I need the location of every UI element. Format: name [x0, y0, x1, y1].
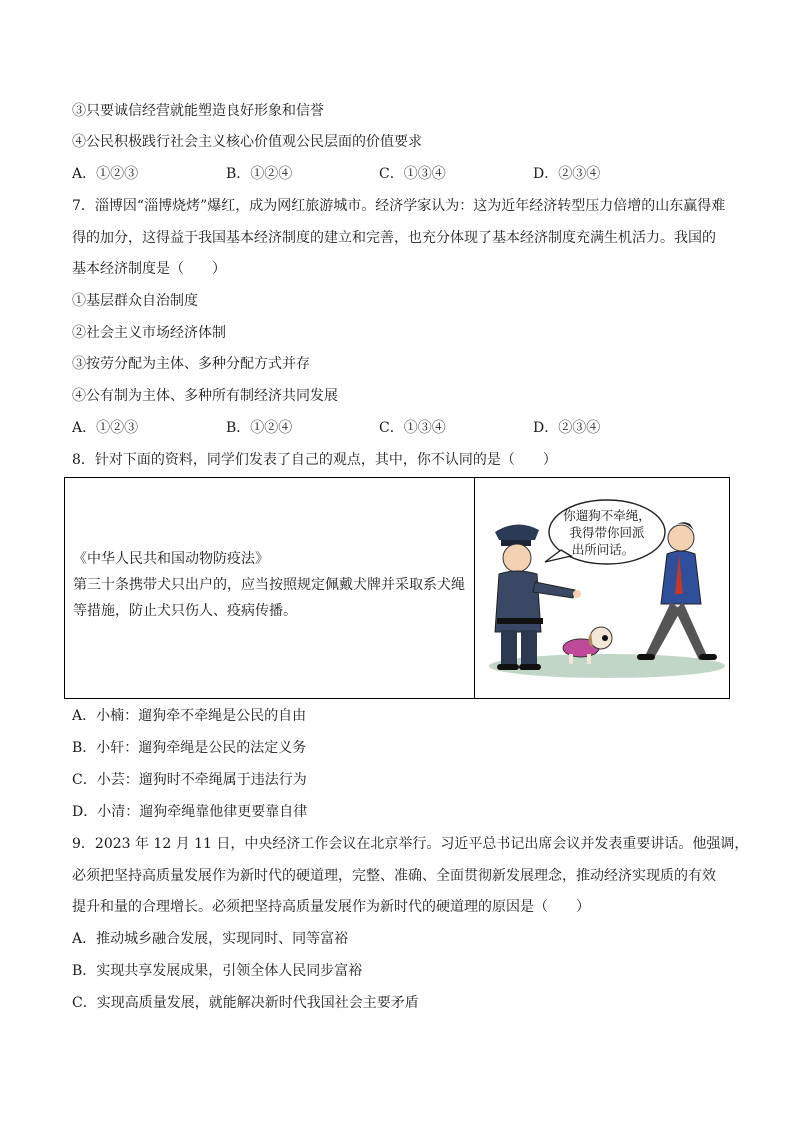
q8-option-a[interactable]: A．小楠：遛狗牵不牵绳是公民的自由 — [72, 708, 307, 724]
q9-stem-line-2: 必须把坚持高质量发展作为新时代的硬道理，完整、准确、全面贯彻新发展理念，推动经济实现质的有效 — [72, 868, 716, 884]
q8-option-b[interactable]: B．小轩：遛狗牵绳是公民的法定义务 — [72, 740, 307, 756]
law-line-2: 等措施，防止犬只伤人、疫病传播。 — [73, 603, 297, 619]
law-excerpt — [73, 546, 465, 624]
q7-item-1: ①基层群众自治制度 — [72, 293, 198, 309]
law-line-1: 第三十条携带犬只出户的，应当按照规定佩戴犬牌并采取系犬绳 — [73, 577, 465, 593]
bubble-line-2: 我得带你回派 — [569, 525, 645, 540]
q7-item-2: ②社会主义市场经济体制 — [72, 325, 226, 341]
q9-stem-line-3: 提升和量的合理增长。必须把坚持高质量发展作为新时代的硬道理的原因是（ ） — [72, 899, 590, 915]
q8-stem: 8．针对下面的资料，同学们发表了自己的观点，其中，你不认同的是（ ） — [72, 452, 557, 468]
bubble-line-3: 出所问话。 — [571, 542, 635, 557]
q6-option-d[interactable]: D．②③④ — [533, 166, 601, 182]
q8-material-box — [64, 477, 730, 699]
q6-option-a[interactable]: A．①②③ — [72, 166, 139, 182]
law-title: 《中华人民共和国动物防疫法》 — [73, 551, 269, 567]
bubble-line-1: 你遛狗不牵绳， — [563, 508, 651, 523]
q9-stem-line-1: 9．2023 年 12 月 11 日，中央经济工作会议在北京举行。习近平总书记出席会议并发表重要讲话。他强调， — [72, 836, 749, 852]
q7-stem-line-2: 得的加分，这得益于我国基本经济制度的建立和完善，也充分体现了基本经济制度充满生机活力。我国的 — [72, 230, 716, 246]
q9-option-c[interactable]: C．实现高质量发展，就能解决新时代我国社会主要矛盾 — [72, 995, 419, 1011]
law-excerpt-cell — [65, 478, 475, 698]
q7-option-a[interactable]: A．①②③ — [72, 420, 139, 436]
q7-option-c[interactable]: C．①③④ — [379, 420, 446, 436]
q7-option-b[interactable]: B．①②④ — [226, 420, 293, 436]
q7-stem-line-3: 基本经济制度是（ ） — [72, 261, 226, 277]
q7-item-4: ④公有制为主体、多种所有制经济共同发展 — [72, 388, 338, 404]
q7-option-d[interactable]: D．②③④ — [533, 420, 601, 436]
q8-option-c[interactable]: C．小芸：遛狗时不牵绳属于违法行为 — [72, 772, 307, 788]
q7-stem-line-1: 7．淄博因“淄博烧烤”爆红，成为网红旅游城市。经济学家认为：这为近年经济转型压力倍增的山东赢得难 — [72, 198, 726, 214]
q6-option-b[interactable]: B．①②④ — [226, 166, 293, 182]
q9-option-a[interactable]: A．推动城乡融合发展，实现同时、同等富裕 — [72, 931, 349, 947]
q6-option-c[interactable]: C．①③④ — [379, 166, 446, 182]
q6-item-4: ④公民积极践行社会主义核心价值观公民层面的价值要求 — [72, 134, 422, 150]
speech-bubble — [545, 500, 665, 564]
cartoon-cell — [475, 478, 729, 698]
q7-item-3: ③按劳分配为主体、多种分配方式并存 — [72, 356, 310, 372]
q8-option-d[interactable]: D．小清：遛狗牵绳靠他律更要靠自律 — [72, 804, 308, 820]
q6-item-3: ③只要诚信经营就能塑造良好形象和信誉 — [72, 103, 324, 119]
q9-option-b[interactable]: B．实现共享发展成果，引领全体人民同步富裕 — [72, 963, 363, 979]
police-dog-cartoon — [487, 498, 727, 678]
